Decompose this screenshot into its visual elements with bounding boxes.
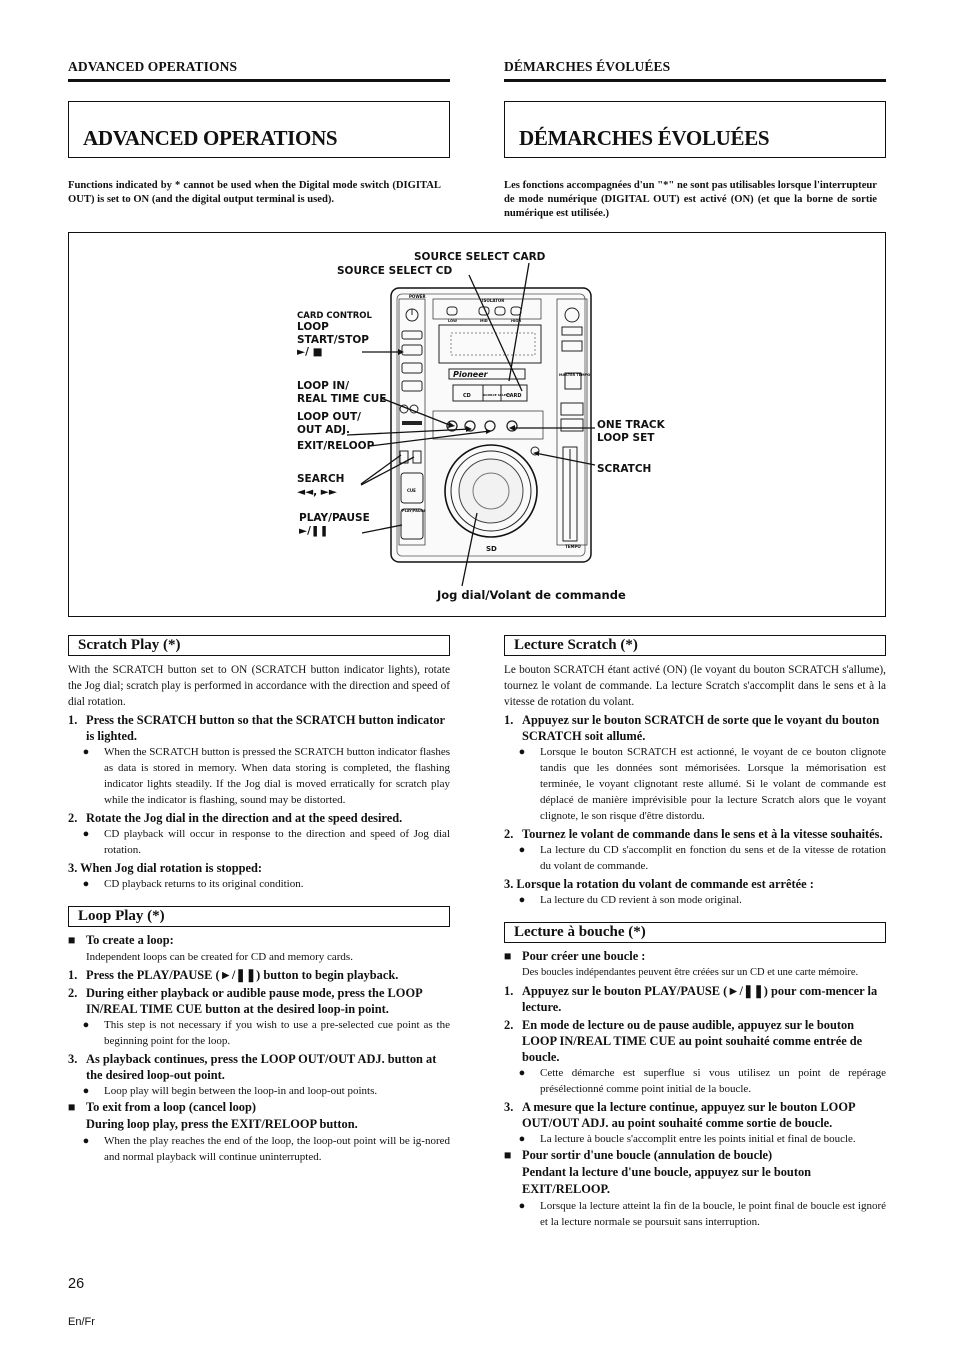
label-loop-out: LOOP OUT/ OUT ADJ.: [297, 411, 361, 436]
boucle-step-3: 3. A mesure que la lecture continue, appuyez sur le bouton LOOP OUT/OUT ADJ. au point souhaité comme sortie de boucle.: [504, 1100, 855, 1130]
loop-exit-title: ■ To exit from a loop (cancel loop): [68, 1100, 257, 1114]
title-box-left: [68, 101, 450, 158]
loop-step-3: 3. As playback continues, press the LOOP OUT/OUT ADJ. button at the desired loop-out point.: [68, 1052, 437, 1082]
running-header-right: DÉMARCHES ÉVOLUÉES: [504, 59, 671, 74]
scratch-intro: With the SCRATCH button set to ON (SCRATCH button indicator lights), rotate the Jog dial; scratch play is performed in accordance with the direction and speed of dial rotation.: [68, 664, 450, 708]
loop-create-title: ■ To create a loop:: [68, 933, 174, 947]
device-card-text: CARD: [506, 393, 522, 399]
page-title-left: ADVANCED OPERATIONS: [83, 126, 338, 150]
label-one-track-loop-set: ONE TRACK LOOP SET: [597, 419, 665, 444]
device-illustration: [69, 233, 887, 618]
header-rule-right: [504, 79, 886, 82]
loop-exit-bullet: ● When the play reaches the end of the loop, the loop-out point will be ig-nored and normal playback will continue uninterrupted.: [82, 1135, 450, 1163]
scratch-step-3-bullet: ● CD playback returns to its original condition.: [82, 878, 304, 890]
running-header-left: ADVANCED OPERATIONS: [68, 59, 238, 74]
device-low-text: LOW: [448, 319, 457, 323]
title-box-right: [504, 101, 886, 158]
scratch-step-1-bullet: ● When the SCRATCH button is pressed the SCRATCH button indicator flashes as data is stored in memory. When data storing is completed, the flashing indicator lights steadily. If the Jog dial is moved erratically for scratch play while the indicator is flashing, sound may be distorted.: [82, 746, 450, 806]
lecture-scratch-step-3-bullet: ● La lecture du CD revient à son mode original.: [518, 894, 742, 906]
right-column: [504, 635, 886, 1230]
device-mid-text: MID: [480, 319, 488, 323]
loop-step-1: 1. Press the PLAY/PAUSE (►/❚❚) button to begin playback.: [68, 968, 399, 982]
loop-exit-line: During loop play, press the EXIT/RELOOP button.: [86, 1117, 358, 1131]
device-power-text: POWER: [409, 294, 426, 299]
svg-text:SD: SD: [486, 545, 497, 553]
label-scratch: SCRATCH: [597, 463, 652, 475]
label-loop-start-stop: LOOP START/STOP ►/ ■: [297, 321, 369, 358]
device-isolator-text: ISOLATOR: [482, 298, 505, 303]
label-play-pause: PLAY/PAUSE ►/❚❚: [299, 512, 370, 537]
scratch-step-2: 2. Rotate the Jog dial in the direction and at the speed desired.: [68, 811, 403, 825]
page-number: 26: [68, 1276, 85, 1292]
boucle-exit-bullet: ● Lorsque la lecture atteint la fin de la boucle, le point final de boucle est ignoré et la lecture normale se poursuit sans interruption.: [518, 1200, 886, 1228]
boucle-exit-line: Pendant la lecture d'une boucle, appuyez sur le bouton EXIT/RELOOP.: [522, 1165, 812, 1196]
boucle-step-1: 1. Appuyez sur le bouton PLAY/PAUSE (►/❚❚) pour com-mencer la lecture.: [504, 984, 878, 1014]
lecture-scratch-step-1: 1. Appuyez sur le bouton SCRATCH de sorte que le voyant du bouton SCRATCH soit allumé.: [504, 713, 880, 743]
label-exit-reloop: EXIT/RELOOP: [297, 440, 375, 452]
device-cd-text: CD: [463, 393, 471, 399]
note-left: Functions indicated by * cannot be used when the Digital mode switch (DIGITAL OUT) is set to ON (and the digital output terminal is used).: [68, 180, 441, 205]
device-source-select-text: SOURCE SELECT: [483, 393, 511, 397]
section-heading-scratch-play: Scratch Play (*): [68, 635, 450, 656]
label-loop-in: LOOP IN/ REAL TIME CUE: [297, 380, 387, 405]
loop-step-3-bullet: ● Loop play will begin between the loop-in and loop-out points.: [82, 1085, 378, 1097]
left-column: [68, 635, 450, 1165]
device-master-tempo-text: MASTER TEMPO: [559, 373, 591, 377]
label-source-select-cd: SOURCE SELECT CD: [337, 265, 453, 277]
lecture-scratch-step-2-bullet: ● La lecture du CD s'accomplit en fonction du sens et de la vitesse de rotation du volant de commande.: [518, 844, 886, 872]
figure-frame: [68, 232, 886, 617]
boucle-step-2: 2. En mode de lecture ou de pause audible, appuyez sur le bouton LOOP IN/REAL TIME CUE au point souhaité comme entrée de boucle.: [504, 1018, 863, 1064]
boucle-step-2-bullet: ● Cette démarche est superflue si vous utilisez un point de repérage présélectionné comme point initial de la boucle.: [518, 1067, 886, 1095]
lecture-scratch-step-3: 3. Lorsque la rotation du volant de commande est arrêtée :: [504, 877, 814, 891]
lecture-scratch-intro: Le bouton SCRATCH étant activé (ON) (le voyant du bouton SCRATCH s'allume), tournez le volant de commande. La lecture Scratch s'accomplit dans le sens et à la vitesse de rotation du volant.: [504, 664, 886, 708]
boucle-create-title: ■ Pour créer une boucle :: [504, 949, 646, 963]
loop-step-2: 2. During either playback or audible pause mode, press the LOOP IN/REAL TIME CUE button at the desired loop-in point.: [68, 986, 422, 1016]
boucle-exit-title: ■ Pour sortir d'une boucle (annulation de boucle): [504, 1148, 773, 1162]
scratch-step-1: 1. Press the SCRATCH button so that the SCRATCH button indicator is lighted.: [68, 713, 445, 743]
lecture-scratch-step-1-bullet: ● Lorsque le bouton SCRATCH est actionné, le voyant de ce bouton clignote tandis que les données sont mémorisées. Lorsque la mémorisation est terminée, le voyant clignotant reste allumé. Si le volant de commande est déplacé de manière imprévisible pour la lecture Scratch alors que le voyant clignote, le son risque d'être distordu.: [518, 746, 886, 822]
section-heading-loop-play: Loop Play (*): [68, 906, 450, 927]
note-right: Les fonctions accompagnées d'un "*" ne sont pas utilisables lorsque l'interrupteur de mode numérique (DIGITAL OUT) est activé (ON) (et que la borne de sortie numérique est utilisée.): [504, 180, 877, 219]
language-code: En/Fr: [68, 1316, 95, 1328]
label-jog-dial: Jog dial/Volant de commande: [437, 588, 626, 602]
label-card-control: CARD CONTROL: [297, 311, 372, 321]
device-cue-text: CUE: [407, 488, 416, 493]
device-play-pause-text: PLAY/PAUSE: [402, 509, 426, 513]
label-search: SEARCH ◄◄, ►►: [297, 473, 345, 498]
boucle-create-sub: Des boucles indépendantes peuvent être créées sur un CD et une carte mémoire.: [522, 967, 859, 978]
loop-create-sub: Independent loops can be created for CD and memory cards.: [86, 951, 353, 963]
scratch-step-2-bullet: ● CD playback will occur in response to the direction and speed of Jog dial rotation.: [82, 828, 450, 856]
lecture-scratch-step-2: 2. Tournez le volant de commande dans le sens et à la vitesse souhaités.: [504, 827, 883, 841]
device-tempo-text: TEMPO: [565, 544, 581, 549]
section-heading-lecture-scratch: Lecture Scratch (*): [504, 635, 886, 656]
boucle-step-3-bullet: ● La lecture à boucle s'accomplit entre les points initial et final de boucle.: [518, 1133, 856, 1145]
scratch-step-3: 3. When Jog dial rotation is stopped:: [68, 861, 263, 875]
device-high-text: HIGH: [511, 319, 522, 323]
page-title-right: DÉMARCHES ÉVOLUÉES: [519, 126, 770, 150]
loop-step-2-bullet: ● This step is not necessary if you wish to use a pre-selected cue point as the beginning point for the loop.: [82, 1019, 450, 1047]
pioneer-logo: Pioneer: [453, 370, 488, 379]
header-rule-left: [68, 79, 450, 82]
section-heading-lecture-boucle: Lecture à bouche (*): [504, 922, 886, 943]
label-source-select-card: SOURCE SELECT CARD: [414, 251, 546, 263]
